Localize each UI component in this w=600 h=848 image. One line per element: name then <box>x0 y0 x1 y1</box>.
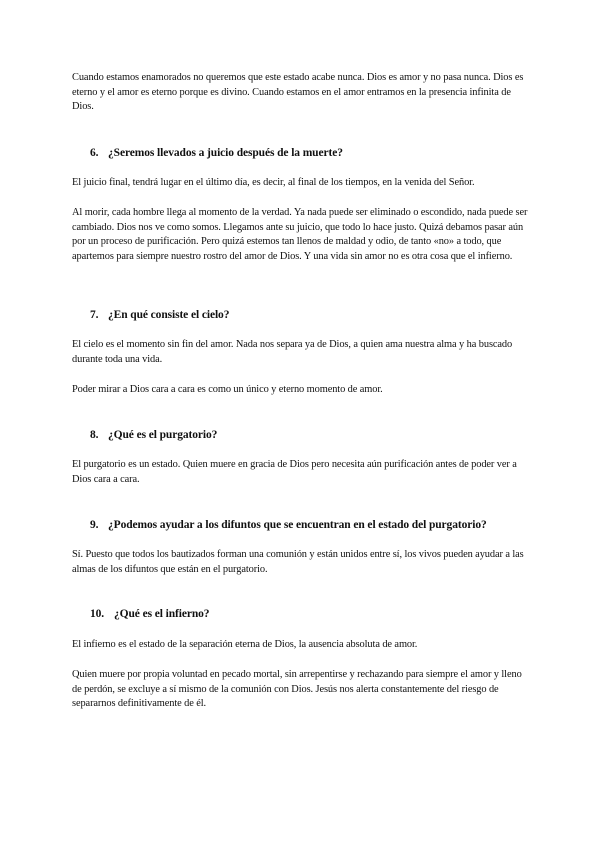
section-8-paragraph-1-block <box>72 458 532 487</box>
section-7-question: ¿En qué consiste el cielo? <box>108 309 230 321</box>
section-7-paragraph-1: El cielo es el momento sin fin del amor. Nada nos separa ya de Dios, a quien ama nuestra alma y ha buscado durante toda una vida. <box>72 339 513 365</box>
section-10-paragraph-1-block <box>72 638 532 653</box>
section-10-heading <box>90 607 550 621</box>
section-7-paragraph-1-block <box>72 338 532 367</box>
section-10-paragraph-2-block <box>72 668 532 712</box>
section-10-paragraph-1: El infierno es el estado de la separación eterna de Dios, la ausencia absoluta de amor. <box>72 639 418 650</box>
section-8-paragraph-1: El purgatorio es un estado. Quien muere en gracia de Dios pero necesita aún purificación antes de poder ver a Dios cara a cara. <box>72 459 517 485</box>
section-9-number: 9. <box>90 519 99 531</box>
intro-block <box>72 71 532 115</box>
section-7-number: 7. <box>90 309 99 321</box>
section-8-question: ¿Qué es el purgatorio? <box>108 429 218 441</box>
section-7-paragraph-2-block <box>72 383 532 398</box>
section-10-question: ¿Qué es el infierno? <box>114 608 210 620</box>
section-9-paragraph-1: Sí. Puesto que todos los bautizados forman una comunión y están unidos entre sí, los vivos pueden ayudar a las almas de los difuntos que están en el purgatorio. <box>72 549 524 575</box>
section-9-paragraph-1-block <box>72 548 532 577</box>
section-7-heading <box>90 308 550 322</box>
section-6-paragraph-1: El juicio final, tendrá lugar en el último día, es decir, al final de los tiempos, en la venida del Señor. <box>72 177 475 188</box>
section-6-number: 6. <box>90 147 99 159</box>
section-7-paragraph-2: Poder mirar a Dios cara a cara es como un único y eterno momento de amor. <box>72 384 383 395</box>
section-9-question: ¿Podemos ayudar a los difuntos que se encuentran en el estado del purgatorio? <box>108 519 487 531</box>
section-10-number: 10. <box>90 608 105 620</box>
section-6-paragraph-2: Al morir, cada hombre llega al momento de la verdad. Ya nada puede ser eliminado o escondido, nada puede ser cambiado. Dios nos ve como somos. Llegamos ante su juicio, que todo lo hace justo. Quizá debamos pasar aún por un proceso de purificación. Pero quizá estemos tan llenos de maldad y odio, de tanto «no» a todo, que apartemos para siempre nuestro rostro del amor de Dios. Y una vida sin amor no es otra cosa que el infierno. <box>72 207 528 262</box>
intro-paragraph: Cuando estamos enamorados no queremos que este estado acabe nunca. Dios es amor y no pasa nunca. Dios es eterno y el amor es eterno porque es divino. Cuando estamos en el amor entramos en la presencia infinita de Dios. <box>72 72 524 113</box>
section-6-paragraph-2-block <box>72 206 532 264</box>
section-6-heading <box>90 146 550 160</box>
section-8-heading <box>90 428 550 442</box>
section-9-heading <box>90 518 550 532</box>
section-10-paragraph-2: Quien muere por propia voluntad en pecado mortal, sin arrepentirse y rechazando para siempre el amor y lleno de perdón, se excluye a sí mismo de la comunión con Dios. Jesús nos alerta constantemente del riesgo de separarnos definitivamente de él. <box>72 669 522 710</box>
section-8-number: 8. <box>90 429 99 441</box>
section-6-question: ¿Seremos llevados a juicio después de la muerte? <box>108 147 343 159</box>
section-6-paragraph-1-block <box>72 176 532 191</box>
